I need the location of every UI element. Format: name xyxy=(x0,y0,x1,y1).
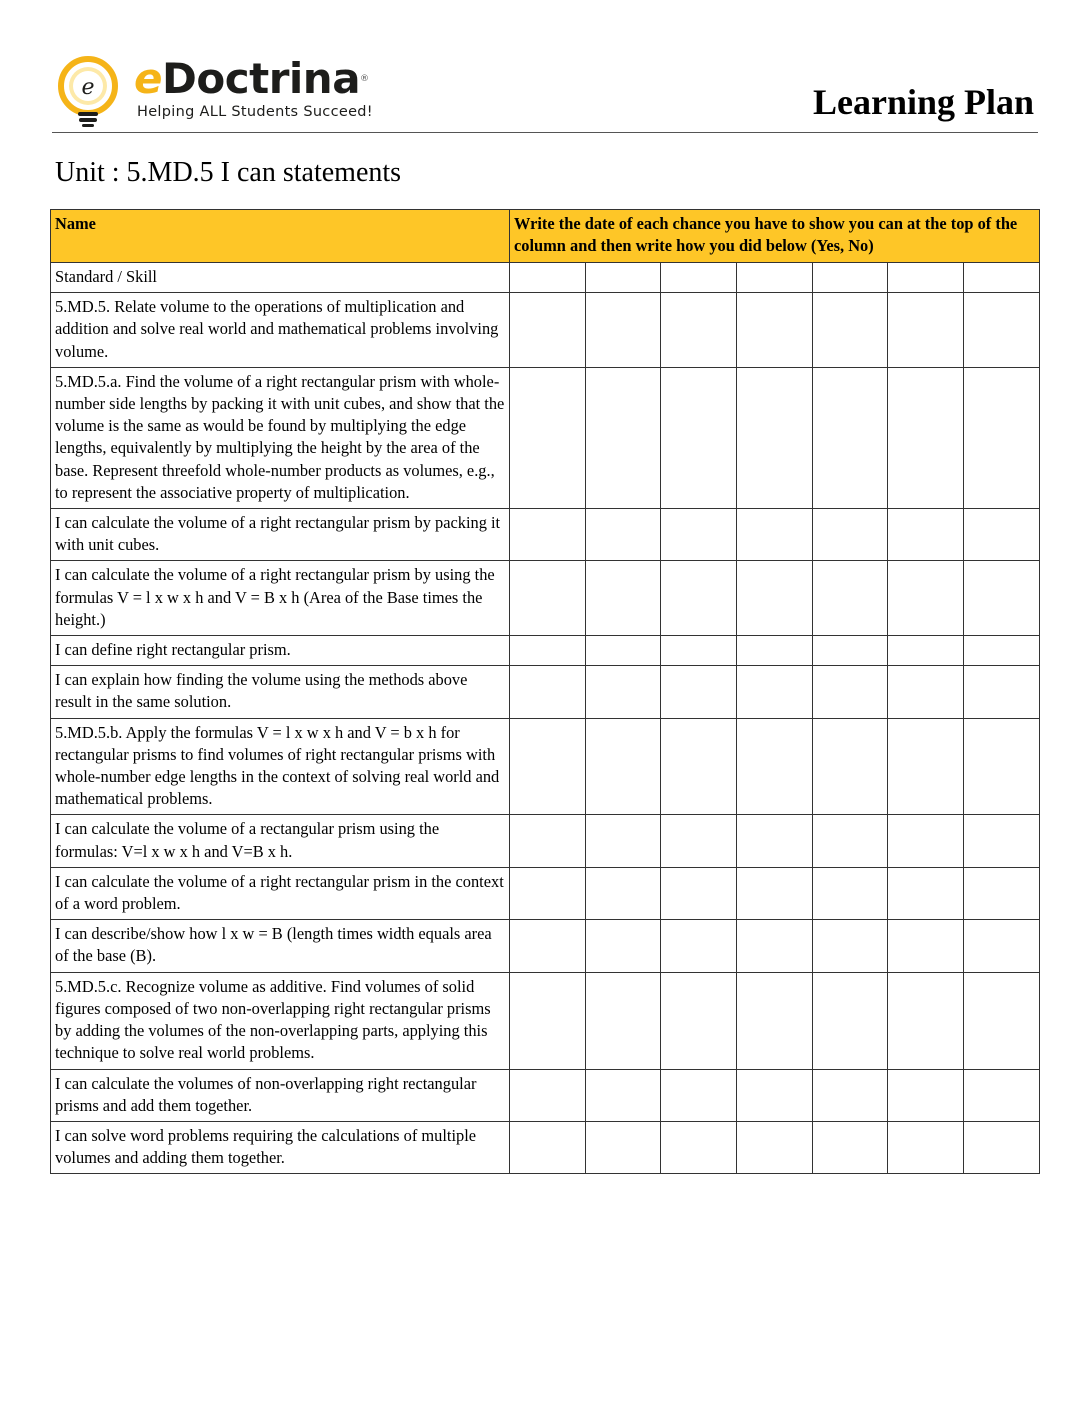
skill-cell: I can calculate the volume of a rectangular prism using the formulas: V=l x w x h and V=B x h. xyxy=(51,815,510,867)
table-header-row xyxy=(51,210,1040,263)
date-response-cell[interactable] xyxy=(812,1121,888,1173)
date-response-cell[interactable] xyxy=(661,263,737,293)
date-response-cell[interactable] xyxy=(812,263,888,293)
date-response-cell[interactable] xyxy=(964,367,1040,508)
date-response-cell[interactable] xyxy=(812,867,888,919)
date-response-cell[interactable] xyxy=(585,509,661,561)
date-response-cell[interactable] xyxy=(888,509,964,561)
skill-cell: 5.MD.5. Relate volume to the operations of multiplication and addition and solve real world and mathematical problems involving volume. xyxy=(51,293,510,368)
date-response-cell[interactable] xyxy=(964,815,1040,867)
table-row xyxy=(51,1069,1040,1121)
date-response-cell[interactable] xyxy=(661,815,737,867)
date-response-cell[interactable] xyxy=(737,509,813,561)
date-response-cell[interactable] xyxy=(888,718,964,815)
name-header-cell: Name xyxy=(51,210,510,263)
table-row xyxy=(51,867,1040,919)
date-response-cell[interactable] xyxy=(510,972,586,1069)
date-response-cell[interactable] xyxy=(585,636,661,666)
edoctrina-logo xyxy=(56,52,376,128)
date-response-cell[interactable] xyxy=(585,1121,661,1173)
date-response-cell[interactable] xyxy=(737,561,813,636)
date-response-cell[interactable] xyxy=(737,367,813,508)
date-response-cell[interactable] xyxy=(510,367,586,508)
date-response-cell[interactable] xyxy=(737,293,813,368)
date-response-cell[interactable] xyxy=(737,1121,813,1173)
skill-cell: 5.MD.5.c. Recognize volume as additive. Find volumes of solid figures composed of two non-overlapping right rectangular prisms by adding the volumes of the non-overlapping parts, applying this technique to solve real world problems. xyxy=(51,972,510,1069)
date-response-cell[interactable] xyxy=(585,920,661,972)
skill-cell: 5.MD.5.a. Find the volume of a right rectangular prism with whole-number side lengths by packing it with unit cubes, and show that the volume is the same as would be found by multiplying the edge lengths, equivalently by multiplying the height by the area of the base. Represent threefold whole-number products as volumes, e.g., to represent the associative property of multiplication. xyxy=(51,367,510,508)
table-row xyxy=(51,718,1040,815)
date-response-cell[interactable] xyxy=(585,561,661,636)
date-response-cell[interactable] xyxy=(812,561,888,636)
date-response-cell[interactable] xyxy=(812,636,888,666)
date-response-cell[interactable] xyxy=(510,920,586,972)
date-response-cell[interactable] xyxy=(964,636,1040,666)
date-response-cell[interactable] xyxy=(888,293,964,368)
date-response-cell[interactable] xyxy=(964,1069,1040,1121)
skill-cell: 5.MD.5.b. Apply the formulas V = l x w x h and V = b x h for rectangular prisms to find volumes of right rectangular prisms with whole-number edge lengths in the context of solving real world and mathematical problems. xyxy=(51,718,510,815)
date-response-cell[interactable] xyxy=(964,718,1040,815)
date-response-cell[interactable] xyxy=(585,718,661,815)
date-response-cell[interactable] xyxy=(661,561,737,636)
date-response-cell[interactable] xyxy=(661,636,737,666)
table-row xyxy=(51,367,1040,508)
date-response-cell[interactable] xyxy=(737,972,813,1069)
table-row xyxy=(51,666,1040,718)
date-response-cell[interactable] xyxy=(585,1069,661,1121)
date-response-cell[interactable] xyxy=(888,1121,964,1173)
date-response-cell[interactable] xyxy=(737,815,813,867)
table-row xyxy=(51,815,1040,867)
date-response-cell[interactable] xyxy=(964,972,1040,1069)
date-response-cell[interactable] xyxy=(964,561,1040,636)
date-response-cell[interactable] xyxy=(510,293,586,368)
table-row xyxy=(51,263,1040,293)
unit-title: Unit : 5.MD.5 I can statements xyxy=(55,157,402,188)
learning-plan-table xyxy=(50,209,1040,1174)
date-response-cell[interactable] xyxy=(510,815,586,867)
date-response-cell[interactable] xyxy=(888,972,964,1069)
date-response-cell[interactable] xyxy=(888,636,964,666)
skill-cell: I can define right rectangular prism. xyxy=(51,636,510,666)
date-response-cell[interactable] xyxy=(661,920,737,972)
date-response-cell[interactable] xyxy=(661,666,737,718)
page-title: Learning Plan xyxy=(812,82,1034,122)
date-response-cell[interactable] xyxy=(812,815,888,867)
date-response-cell[interactable] xyxy=(661,1069,737,1121)
date-response-cell[interactable] xyxy=(812,367,888,508)
date-response-cell[interactable] xyxy=(964,263,1040,293)
date-response-cell[interactable] xyxy=(964,666,1040,718)
date-response-cell[interactable] xyxy=(888,1069,964,1121)
date-response-cell[interactable] xyxy=(585,815,661,867)
date-response-cell[interactable] xyxy=(585,867,661,919)
date-response-cell[interactable] xyxy=(888,815,964,867)
date-response-cell[interactable] xyxy=(888,666,964,718)
date-response-cell[interactable] xyxy=(812,666,888,718)
date-response-cell[interactable] xyxy=(661,718,737,815)
date-response-cell[interactable] xyxy=(585,972,661,1069)
page-header xyxy=(52,50,1038,133)
skill-cell: I can calculate the volume of a right rectangular prism by using the formulas V = l x w x h and V = B x h (Area of the Base times the height.) xyxy=(51,561,510,636)
date-response-cell[interactable] xyxy=(661,509,737,561)
date-response-cell[interactable] xyxy=(661,1121,737,1173)
date-response-cell[interactable] xyxy=(510,561,586,636)
date-response-cell[interactable] xyxy=(510,1121,586,1173)
date-response-cell[interactable] xyxy=(812,509,888,561)
date-response-cell[interactable] xyxy=(510,636,586,666)
skill-cell: I can solve word problems requiring the calculations of multiple volumes and adding them together. xyxy=(51,1121,510,1173)
date-response-cell[interactable] xyxy=(737,263,813,293)
date-response-cell[interactable] xyxy=(737,867,813,919)
skill-cell: I can calculate the volume of a right rectangular prism by packing it with unit cubes. xyxy=(51,509,510,561)
date-response-cell[interactable] xyxy=(510,666,586,718)
skill-cell: I can describe/show how l x w = B (length times width equals area of the base (B). xyxy=(51,920,510,972)
date-response-cell[interactable] xyxy=(888,920,964,972)
date-response-cell[interactable] xyxy=(888,867,964,919)
logo-tagline: Helping ALL Students Succeed! xyxy=(137,104,373,120)
date-response-cell[interactable] xyxy=(585,263,661,293)
date-response-cell[interactable] xyxy=(737,636,813,666)
date-response-cell[interactable] xyxy=(737,666,813,718)
date-response-cell[interactable] xyxy=(812,718,888,815)
date-response-cell[interactable] xyxy=(661,293,737,368)
date-response-cell[interactable] xyxy=(510,509,586,561)
date-response-cell[interactable] xyxy=(812,293,888,368)
date-response-cell[interactable] xyxy=(964,293,1040,368)
date-response-cell[interactable] xyxy=(661,367,737,508)
date-response-cell[interactable] xyxy=(510,263,586,293)
date-response-cell[interactable] xyxy=(888,367,964,508)
date-response-cell[interactable] xyxy=(812,972,888,1069)
date-response-cell[interactable] xyxy=(888,561,964,636)
skill-cell: Standard / Skill xyxy=(51,263,510,293)
date-response-cell[interactable] xyxy=(661,972,737,1069)
date-response-cell[interactable] xyxy=(585,367,661,508)
skill-cell: I can calculate the volume of a right rectangular prism in the context of a word problem. xyxy=(51,867,510,919)
date-response-cell[interactable] xyxy=(510,718,586,815)
date-response-cell[interactable] xyxy=(964,867,1040,919)
date-response-cell[interactable] xyxy=(964,509,1040,561)
svg-text:e: e xyxy=(81,75,95,100)
skill-cell: I can calculate the volumes of non-overlapping right rectangular prisms and add them together. xyxy=(51,1069,510,1121)
date-response-cell[interactable] xyxy=(585,666,661,718)
table-row xyxy=(51,972,1040,1069)
date-response-cell[interactable] xyxy=(510,1069,586,1121)
skill-cell: I can explain how finding the volume using the methods above result in the same solution. xyxy=(51,666,510,718)
logo-wordmark: eDoctrina® xyxy=(134,54,369,103)
table-row xyxy=(51,509,1040,561)
date-response-cell[interactable] xyxy=(510,867,586,919)
lightbulb-e-icon xyxy=(56,56,120,128)
date-response-cell[interactable] xyxy=(737,718,813,815)
date-response-cell[interactable] xyxy=(964,1121,1040,1173)
date-response-cell[interactable] xyxy=(585,293,661,368)
table-row xyxy=(51,920,1040,972)
table-row xyxy=(51,561,1040,636)
date-response-cell[interactable] xyxy=(737,920,813,972)
table-row xyxy=(51,1121,1040,1173)
date-response-cell[interactable] xyxy=(964,920,1040,972)
date-response-cell[interactable] xyxy=(737,1069,813,1121)
date-response-cell[interactable] xyxy=(661,867,737,919)
table-row xyxy=(51,636,1040,666)
instructions-header-cell: Write the date of each chance you have to show you can at the top of the column and then write how you did below (Yes, No) xyxy=(510,210,1040,263)
date-response-cell[interactable] xyxy=(888,263,964,293)
date-response-cell[interactable] xyxy=(812,920,888,972)
table-row xyxy=(51,293,1040,368)
date-response-cell[interactable] xyxy=(812,1069,888,1121)
